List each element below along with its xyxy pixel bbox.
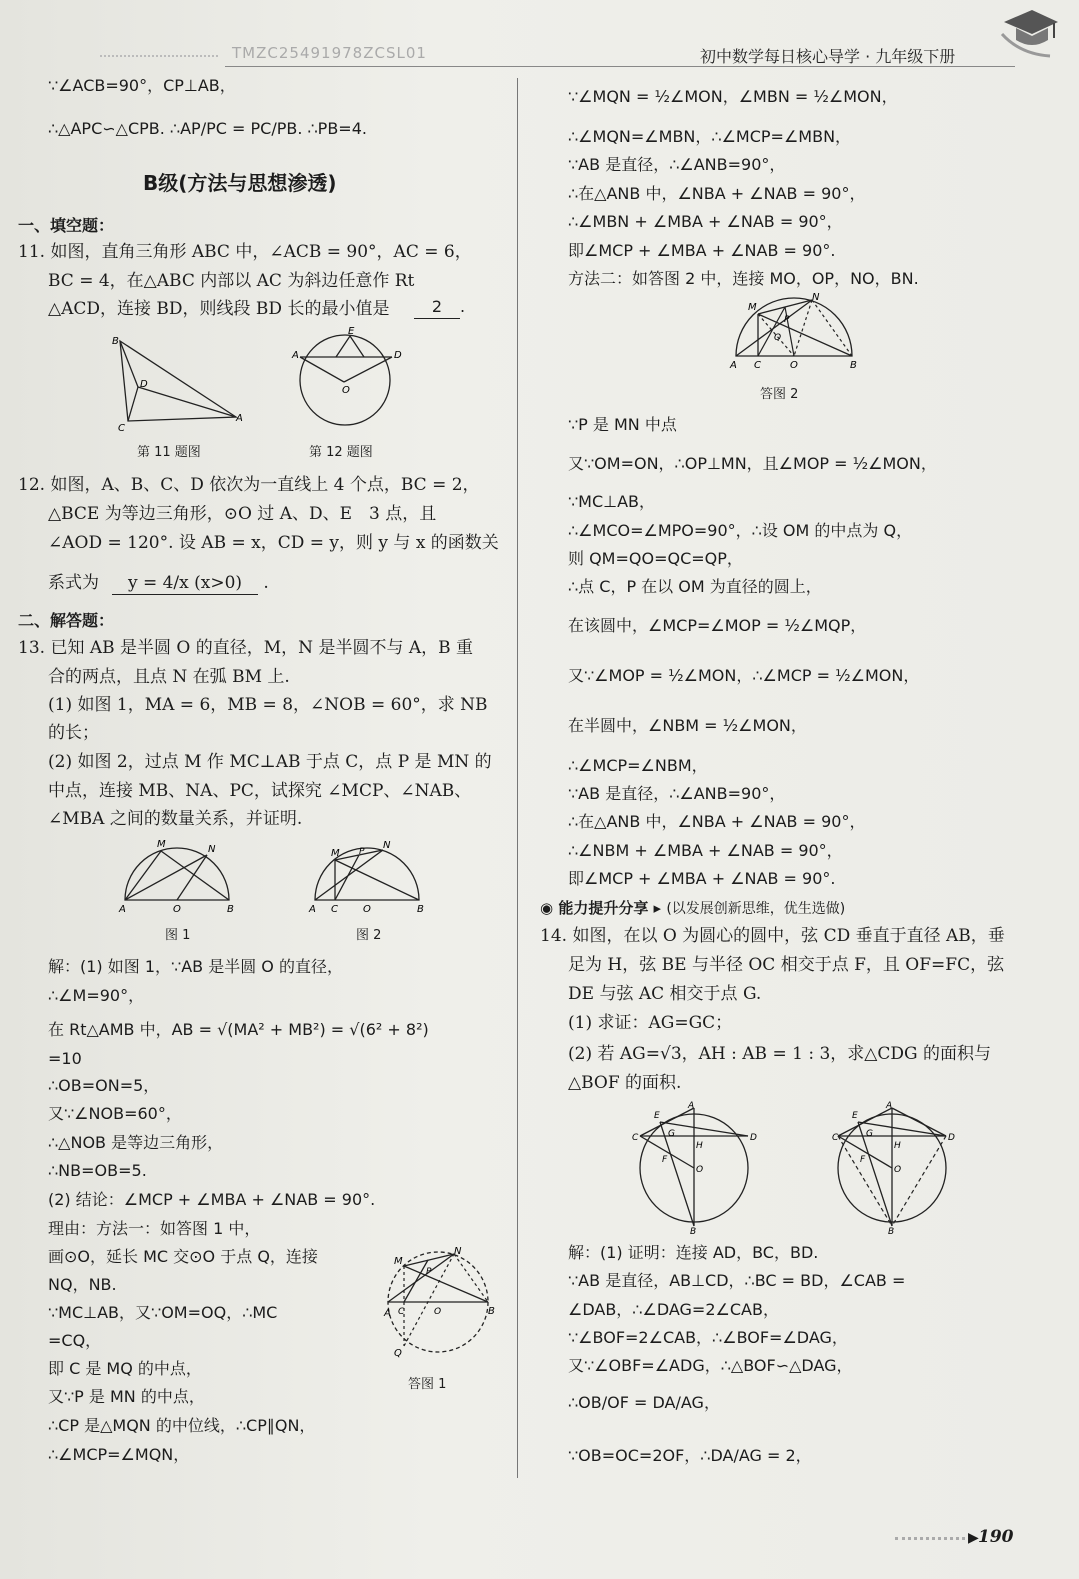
left-line-42: ∴∠MCP=∠MQN， — [48, 1445, 190, 1464]
left-line-12: ∠AOD = 120°. 设 AB = x，CD = y，则 y 与 x 的函数关 — [48, 533, 499, 553]
figure-12 — [290, 322, 405, 437]
caption-answer-fig-1: 答图 1 — [408, 1377, 447, 1392]
left-line-26: ∴∠M=90°， — [48, 986, 145, 1005]
svg-text:B: B — [850, 360, 857, 371]
svg-text:E: E — [348, 326, 355, 337]
left-line-30: 又∵∠NOB=60°， — [48, 1104, 182, 1123]
left-line-41: ∴CP 是△MQN 的中位线，∴CP∥QN， — [48, 1416, 316, 1435]
right-line-12: 则 QM=QO=QC=QP， — [568, 549, 743, 568]
right-line-9: 又∵OM=ON，∴OP⊥MN，且∠MOP = ½∠MON， — [568, 454, 937, 473]
right-line-18: ∵AB 是直径，∴∠ANB=90°， — [568, 784, 786, 803]
right-line-26: DE 与弦 AC 相交于点 G. — [568, 984, 762, 1004]
svg-text:N: N — [383, 840, 391, 851]
svg-text:P: P — [359, 847, 365, 857]
right-line-27: (1) 求证：AG=GC； — [568, 1013, 733, 1033]
svg-text:O: O — [173, 904, 181, 915]
left-line-21: 中点，连接 MB、NA、PC，试探究 ∠MCP、∠NAB、 — [48, 781, 472, 801]
svg-text:M: M — [394, 1256, 403, 1267]
svg-text:A: A — [886, 1101, 893, 1111]
left-line-6: △ACD，连接 BD，则线段 BD 长的最小值是 — [48, 299, 390, 319]
svg-text:A: A — [119, 904, 126, 915]
caption-answer-fig-2: 答图 2 — [760, 387, 799, 402]
left-line-34: 理由：方法一：如答图 1 中， — [48, 1219, 261, 1238]
svg-text:C: C — [832, 1133, 839, 1143]
left-line-13: 系式为 — [48, 573, 99, 593]
page-number-dots — [895, 1537, 965, 1540]
svg-text:C: C — [398, 1307, 405, 1317]
left-line-17: 合的两点，且点 N 在弧 BM 上. — [48, 667, 290, 687]
svg-text:O: O — [696, 1165, 704, 1175]
figure-14-right — [832, 1100, 967, 1235]
svg-text:P: P — [426, 1267, 432, 1277]
right-line-19: ∴在△ANB 中，∠NBA + ∠NAB = 90°， — [568, 812, 866, 831]
svg-text:O: O — [894, 1165, 902, 1175]
svg-text:B: B — [488, 1306, 495, 1317]
caption-fig-2: 图 2 — [356, 928, 382, 943]
right-line-25: 足为 H，弦 BE 与半径 OC 相交于点 F，且 OF=FC，弦 — [568, 955, 1005, 975]
svg-text:N: N — [812, 292, 820, 303]
header-rule — [225, 66, 1015, 67]
right-line-16: 在半圆中，∠NBM = ½∠MON， — [568, 716, 807, 735]
right-line-11: ∴∠MCO=∠MPO=90°，∴设 OM 的中点为 Q， — [568, 521, 913, 540]
svg-text:D: D — [948, 1133, 955, 1143]
right-line-6: 方法二：如答图 2 中，连接 MO，OP，NO，BN. — [568, 269, 919, 288]
page-arrow-icon: ▶ — [968, 1530, 979, 1546]
left-line-31: ∴△NOB 是等边三角形， — [48, 1133, 224, 1152]
left-line-1: ∴△APC∽△CPB. ∴AP/PC = PC/PB. ∴PB=4. — [48, 119, 367, 138]
left-line-39: 即 C 是 MQ 的中点， — [48, 1359, 202, 1378]
left-line-35: 画⊙O，延长 MC 交⊙O 于点 Q，连接 — [48, 1247, 318, 1266]
right-line-15: 又∵∠MOP = ½∠MON，∴∠MCP = ½∠MON， — [568, 666, 920, 685]
right-line-20: ∴∠NBM + ∠MBA + ∠NAB = 90°， — [568, 841, 843, 860]
svg-text:M: M — [157, 839, 166, 850]
right-line-10: ∵MC⊥AB， — [568, 492, 656, 511]
svg-text:C: C — [331, 904, 338, 915]
solve-heading: 二、解答题： — [18, 611, 115, 630]
header-code: TMZC25491978ZCSL01 — [232, 44, 427, 62]
right-line-24: 14. 如图，在以 O 为圆心的圆中，弦 CD 垂直于直径 AB，垂 — [540, 926, 1005, 946]
svg-text:C: C — [118, 423, 125, 434]
svg-text:A: A — [236, 413, 243, 424]
left-line-5: BC = 4，在△ABC 内部以 AC 为斜边任意作 Rt — [48, 271, 415, 291]
svg-text:A: A — [688, 1101, 695, 1111]
svg-text:O: O — [363, 904, 371, 915]
svg-text:N: N — [208, 844, 216, 855]
figure-11 — [108, 335, 243, 435]
column-divider — [517, 78, 518, 1478]
svg-text:C: C — [754, 360, 761, 371]
caption-fig-12: 第 12 题图 — [309, 445, 373, 460]
left-line-32: ∴NB=OB=5. — [48, 1161, 147, 1180]
right-line-1: ∴∠MQN=∠MBN，∴∠MCP=∠MBN， — [568, 127, 852, 146]
right-line-28: (2) 若 AG=√3，AH : AB = 1 : 3，求△CDG 的面积与 — [568, 1044, 991, 1064]
right-line-14: 在该圆中，∠MCP=∠MOP = ½∠MQP， — [568, 616, 867, 635]
svg-text:O: O — [790, 360, 798, 371]
left-line-22: ∠MBA 之间的数量关系，并证明. — [48, 809, 303, 829]
svg-text:B: B — [888, 1227, 895, 1235]
svg-text:B: B — [417, 904, 424, 915]
left-line-33: (2) 结论：∠MCP + ∠MBA + ∠NAB = 90°. — [48, 1190, 376, 1209]
svg-text:E: E — [852, 1111, 858, 1121]
ability-heading: ◉ 能力提升分享 ▸ (以发展创新思维，优生选做) — [540, 899, 846, 917]
left-line-38: =CQ， — [48, 1331, 102, 1350]
svg-text:A: A — [309, 904, 316, 915]
svg-text:P: P — [784, 315, 790, 325]
left-line-28: =10 — [48, 1049, 82, 1068]
right-line-32: ∠DAB，∴∠DAG=2∠CAB， — [568, 1300, 779, 1319]
svg-text:N: N — [454, 1246, 462, 1257]
svg-text:D: D — [394, 350, 402, 361]
svg-text:O: O — [342, 385, 350, 396]
right-line-0: ∵∠MQN = ½∠MON，∠MBN = ½∠MON， — [568, 87, 898, 106]
fill-blank-heading: 一、填空题： — [18, 216, 115, 235]
header-dots — [100, 55, 218, 57]
right-line-30: 解：(1) 证明：连接 AD，BC，BD. — [568, 1243, 819, 1262]
svg-text:C: C — [632, 1133, 639, 1143]
svg-text:O: O — [434, 1307, 442, 1317]
caption-fig-11: 第 11 题图 — [137, 445, 201, 460]
right-line-36: ∵OB=OC=2OF，∴DA/AG = 2， — [568, 1446, 812, 1465]
right-line-34: 又∵∠OBF=∠ADG，∴△BOF∽△DAG， — [568, 1356, 853, 1375]
svg-text:A: A — [292, 350, 299, 361]
right-line-13: ∴点 C，P 在以 OM 为直径的圆上， — [568, 577, 822, 596]
left-line-36: NQ，NB. — [48, 1275, 117, 1294]
svg-text:H: H — [894, 1141, 901, 1151]
header-title: 初中数学每日核心导学 · 九年级下册 — [700, 47, 956, 66]
right-line-31: ∵AB 是直径，AB⊥CD，∴BC = BD，∠CAB = — [568, 1271, 906, 1290]
answer-12: y = 4/x (x>0) . — [112, 572, 269, 595]
svg-text:A: A — [730, 360, 737, 371]
left-line-18: (1) 如图 1，MA = 6，MB = 8，∠NOB = 60°，求 NB — [48, 695, 488, 715]
svg-text:B: B — [227, 904, 234, 915]
left-line-27: 在 Rt△AMB 中，AB = √(MA² + MB²) = √(6² + 8²) — [48, 1020, 429, 1039]
svg-text:Q: Q — [394, 1348, 402, 1359]
right-line-2: ∵AB 是直径，∴∠ANB=90°， — [568, 155, 786, 174]
svg-text:B: B — [690, 1227, 697, 1235]
svg-text:M: M — [748, 302, 757, 313]
right-line-5: 即∠MCP + ∠MBA + ∠NAB = 90°. — [568, 241, 836, 260]
svg-text:E: E — [654, 1111, 660, 1121]
right-line-21: 即∠MCP + ∠MBA + ∠NAB = 90°. — [568, 869, 836, 888]
page-number: 190 — [978, 1527, 1014, 1547]
section-heading-b: B级(方法与思想渗透) — [143, 171, 337, 195]
ability-icon: ◉ — [540, 899, 559, 917]
right-line-4: ∴∠MBN + ∠MBA + ∠NAB = 90°， — [568, 212, 843, 231]
svg-text:D: D — [140, 379, 148, 390]
svg-text:M: M — [331, 848, 340, 859]
svg-text:A: A — [384, 1308, 391, 1319]
left-line-0: ∵∠ACB=90°，CP⊥AB， — [48, 76, 236, 95]
svg-text:B: B — [112, 336, 119, 347]
answer-figure-1 — [382, 1246, 502, 1366]
left-line-29: ∴OB=ON=5， — [48, 1076, 160, 1095]
graduation-cap-icon — [1000, 4, 1060, 59]
right-line-29: △BOF 的面积. — [568, 1073, 682, 1093]
svg-text:G: G — [866, 1129, 873, 1139]
left-line-19: 的长； — [48, 723, 99, 743]
figure-2 — [305, 838, 430, 918]
svg-text:Q: Q — [774, 333, 782, 343]
svg-text:D: D — [750, 1133, 757, 1143]
left-line-20: (2) 如图 2，过点 M 作 MC⊥AB 于点 C，点 P 是 MN 的 — [48, 752, 492, 772]
right-line-17: ∴∠MCP=∠NBM， — [568, 756, 708, 775]
svg-text:H: H — [696, 1141, 703, 1151]
svg-text:F: F — [860, 1155, 866, 1165]
left-line-11: △BCE 为等边三角形，⊙O 过 A、D、E 3 点，且 — [48, 504, 437, 524]
caption-fig-1: 图 1 — [165, 928, 191, 943]
answer-figure-2 — [728, 292, 858, 374]
left-line-37: ∵MC⊥AB，又∵OM=OQ，∴MC — [48, 1303, 278, 1322]
left-line-16: 13. 已知 AB 是半圆 O 的直径，M，N 是半圆不与 A，B 重 — [18, 638, 474, 658]
left-line-4: 11. 如图，直角三角形 ABC 中，∠ACB = 90°，AC = 6， — [18, 242, 472, 262]
svg-text:G: G — [668, 1129, 675, 1139]
left-line-25: 解：(1) 如图 1，∵AB 是半圆 O 的直径， — [48, 957, 343, 976]
right-line-8: ∵P 是 MN 中点 — [568, 415, 677, 434]
figure-14-left — [632, 1100, 762, 1235]
answer-11: 2 . — [414, 296, 465, 319]
left-line-10: 12. 如图，A、B、C、D 依次为一直线上 4 个点，BC = 2， — [18, 475, 480, 495]
right-line-35: ∴OB/OF = DA/AG， — [568, 1393, 720, 1412]
right-line-33: ∵∠BOF=2∠CAB，∴∠BOF=∠DAG， — [568, 1328, 848, 1347]
right-line-3: ∴在△ANB 中，∠NBA + ∠NAB = 90°， — [568, 184, 866, 203]
svg-text:F: F — [662, 1155, 668, 1165]
figure-1 — [115, 838, 240, 918]
left-line-40: 又∵P 是 MN 的中点， — [48, 1387, 205, 1406]
